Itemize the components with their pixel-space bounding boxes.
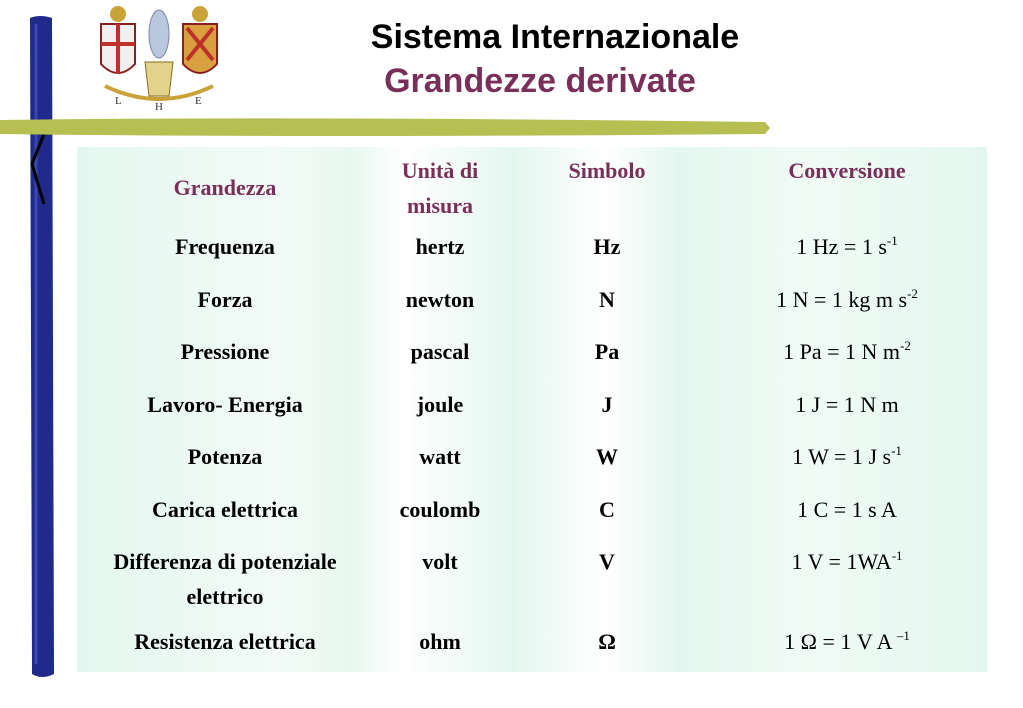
- table-row: [77, 381, 987, 434]
- conversion-text: 1 W = 1 J s: [792, 444, 892, 469]
- conversion-exponent: -1: [891, 548, 903, 563]
- table-row: [77, 223, 987, 276]
- table-row: [77, 486, 987, 539]
- table-header-row: [77, 147, 987, 223]
- conversion-text: 1 N = 1 kg m s: [776, 286, 908, 312]
- conversion-cell: [707, 328, 987, 381]
- svg-text:E: E: [195, 95, 202, 107]
- unit-cell: watt: [419, 444, 461, 469]
- conversion-cell: [707, 223, 987, 276]
- conversion-text: 1 C = 1 s A: [797, 496, 897, 522]
- conversion-cell: [707, 381, 987, 434]
- page-subtitle: Grandezze derivate: [384, 62, 696, 100]
- page-title: Sistema Internazionale: [370, 18, 740, 56]
- coat-of-arms-logo: [95, 4, 223, 116]
- svg-text:H: H: [155, 101, 163, 113]
- table-row: [77, 276, 987, 329]
- unit-cell: coulomb: [399, 496, 481, 522]
- derived-units-table: [77, 147, 987, 671]
- conversion-text: 1 Hz = 1 s: [796, 234, 887, 259]
- svg-text:L: L: [115, 95, 122, 107]
- header-quantity: Grandezza: [173, 175, 277, 200]
- conversion-exponent: -2: [907, 285, 918, 301]
- symbol-cell: V: [599, 549, 615, 574]
- symbol-cell: W: [596, 444, 618, 469]
- unit-cell: pascal: [410, 339, 470, 364]
- quantity-cell: Forza: [197, 286, 253, 312]
- symbol-cell: Pa: [594, 339, 620, 364]
- table-row: [77, 618, 987, 671]
- conversion-text: 1 Pa = 1 N m: [783, 339, 901, 364]
- conversion-cell: [707, 538, 987, 618]
- header-conversion: Conversione: [788, 158, 906, 183]
- quantity-cell: Lavoro- Energia: [147, 391, 303, 417]
- conversion-exponent: -1: [886, 233, 898, 248]
- quantity-cell: Differenza di potenziale elettrico: [113, 549, 337, 609]
- symbol-cell: J: [601, 391, 613, 417]
- conversion-exponent: -2: [900, 338, 911, 353]
- table-row: [77, 328, 987, 381]
- conversion-exponent: -1: [891, 443, 902, 458]
- symbol-cell: C: [599, 496, 615, 522]
- conversion-exponent: –1: [896, 628, 910, 643]
- decorative-stripe: [0, 112, 775, 142]
- conversion-text: 1 J = 1 N m: [795, 391, 899, 417]
- conversion-cell: [707, 276, 987, 329]
- quantity-cell: Pressione: [180, 339, 270, 364]
- header-symbol: Simbolo: [568, 158, 646, 183]
- symbol-cell: N: [599, 286, 615, 312]
- unit-cell: volt: [422, 549, 458, 574]
- symbol-cell: Ω: [598, 629, 616, 654]
- header-unit: Unità di misura: [401, 158, 479, 218]
- unit-cell: ohm: [419, 629, 461, 654]
- quantity-cell: Potenza: [187, 444, 263, 469]
- quantity-cell: Resistenza elettrica: [134, 629, 316, 654]
- conversion-text: 1 V = 1WA: [791, 549, 892, 574]
- conversion-cell: [707, 433, 987, 486]
- quantity-cell: Carica elettrica: [152, 496, 298, 522]
- conversion-cell: [707, 618, 987, 671]
- unit-cell: newton: [405, 286, 475, 312]
- quantity-cell: Frequenza: [175, 234, 275, 259]
- unit-cell: joule: [416, 391, 464, 417]
- conversion-cell: [707, 486, 987, 539]
- table-row: [77, 538, 987, 618]
- symbol-cell: Hz: [593, 234, 621, 259]
- conversion-text: 1 Ω = 1 V A: [784, 629, 897, 654]
- table-row: [77, 433, 987, 486]
- unit-cell: hertz: [415, 234, 465, 259]
